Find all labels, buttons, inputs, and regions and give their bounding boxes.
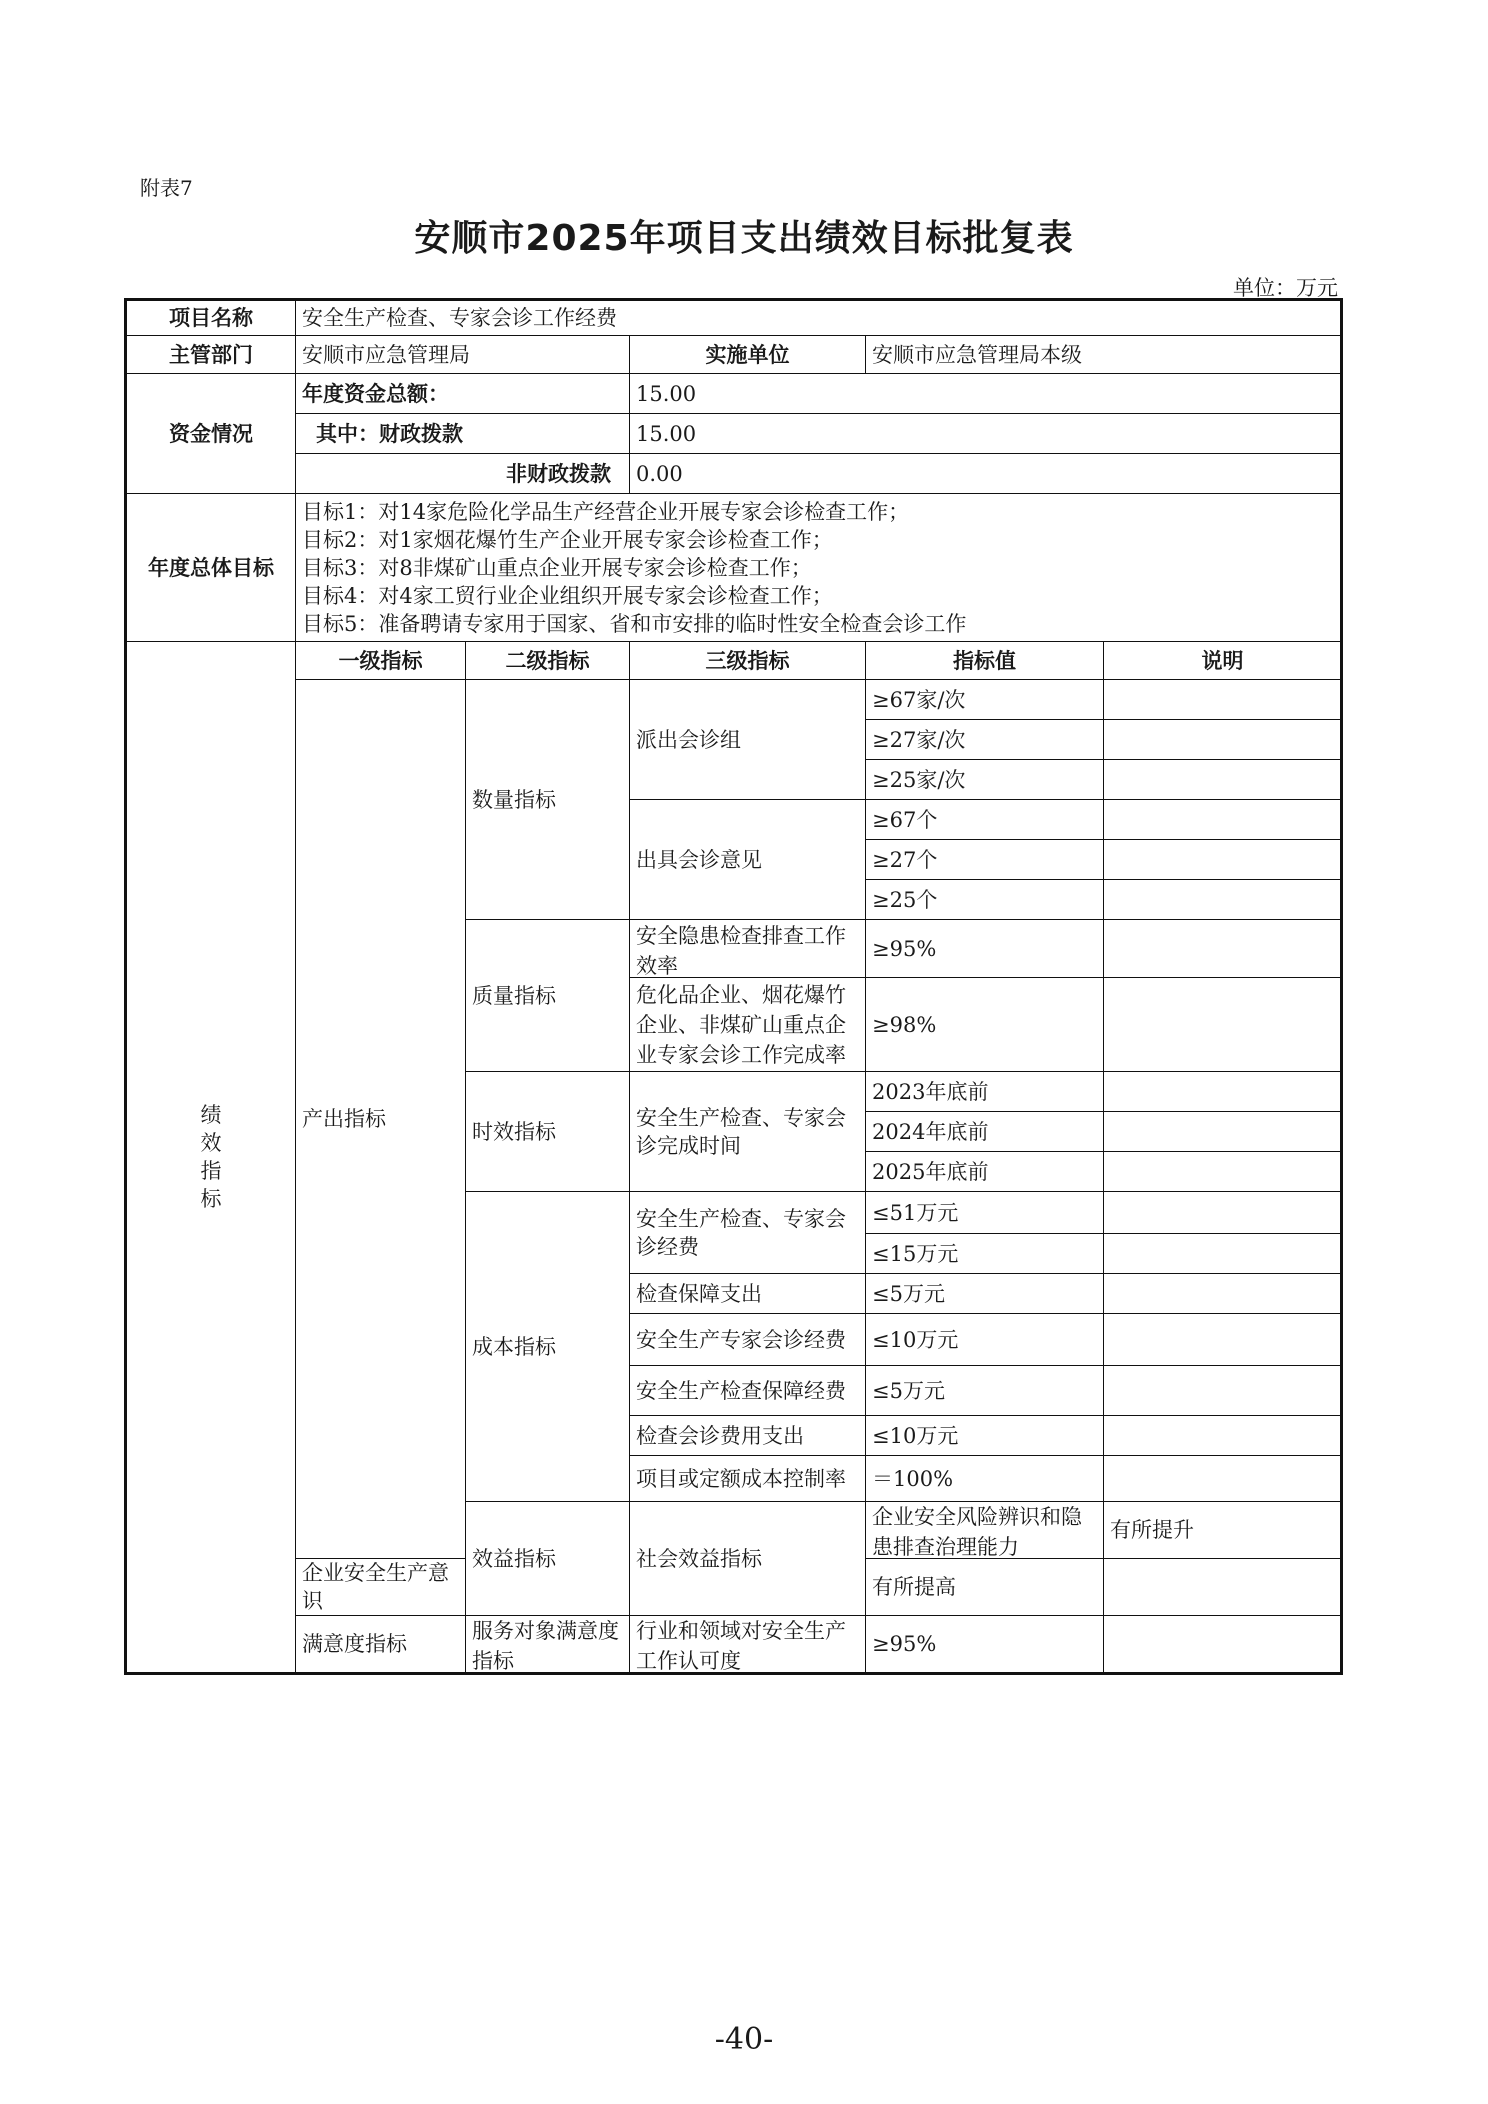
note-cell [1104, 1314, 1342, 1366]
level3-hazard-rate: 安全隐患检查排查工作效率 [636, 923, 846, 977]
value-cell: ≤51万元 [866, 1192, 1104, 1234]
funds-total-label: 年度资金总额： [296, 374, 630, 414]
note-cell [1104, 680, 1342, 720]
level1-satisfaction: 满意度指标 [296, 1616, 466, 1674]
level2-social: 社会效益指标 [630, 1502, 866, 1616]
value-cell: ＝100% [866, 1456, 1104, 1502]
note-cell [1104, 1456, 1342, 1502]
note-cell [1104, 1274, 1342, 1314]
level3-time: 安全生产检查、专家会诊完成时间 [630, 1072, 866, 1192]
value-cell: ≥27家/次 [866, 720, 1104, 760]
value-cell: 2023年底前 [866, 1072, 1104, 1112]
value-cell: 有所提高 [866, 1559, 1104, 1616]
annual-goals-list [296, 494, 1342, 642]
page-number: -40- [714, 2022, 774, 2057]
header-value: 指标值 [866, 642, 1104, 680]
value-cell: 有所提升 [1104, 1502, 1342, 1559]
level3-awareness: 企业安全生产意识 [296, 1559, 466, 1616]
performance-table [124, 298, 1343, 1675]
level2-quantity: 数量指标 [466, 680, 630, 920]
appendix-label: 附表7 [140, 176, 193, 200]
impl-unit-value: 安顺市应急管理局本级 [866, 336, 1342, 374]
level3-opinion: 出具会诊意见 [630, 800, 866, 920]
value-cell: 2024年底前 [866, 1112, 1104, 1152]
note-cell [1104, 1072, 1342, 1112]
funds-fiscal-label: 其中：财政拨款 [296, 414, 630, 454]
level3-expert-fee: 安全生产专家会诊经费 [636, 1327, 846, 1352]
header-level1: 一级指标 [296, 642, 466, 680]
level3-guarantee: 检查保障支出 [630, 1274, 866, 1314]
value-cell: ≥95% [866, 920, 1104, 978]
level3-cost-control: 项目或定额成本控制率 [636, 1466, 846, 1491]
funds-label: 资金情况 [126, 374, 296, 494]
value-cell: ≥95% [866, 1616, 1104, 1674]
level3-cost-fee: 安全生产检查、专家会诊经费 [630, 1192, 866, 1274]
header-note: 说明 [1104, 642, 1342, 680]
level1-output: 产出指标 [296, 680, 466, 1559]
goal-item: 目标1：对14家危险化学品生产经营企业开展专家会诊检查工作； [302, 499, 910, 524]
annual-goals-label: 年度总体目标 [126, 494, 296, 642]
value-cell: ≤5万元 [866, 1366, 1104, 1416]
project-name-value: 安全生产检查、专家会诊工作经费 [296, 300, 1342, 336]
note-cell [1104, 1616, 1342, 1674]
level2-quality: 质量指标 [466, 920, 630, 1072]
note-cell [1104, 1152, 1342, 1192]
value-cell: ≥67个 [866, 800, 1104, 840]
note-cell [1104, 1112, 1342, 1152]
level1-benefit: 效益指标 [466, 1502, 630, 1616]
value-cell: ≤10万元 [866, 1314, 1104, 1366]
value-cell: ≥25个 [866, 880, 1104, 920]
level3-dispatch: 派出会诊组 [630, 680, 866, 800]
level2-cost: 成本指标 [466, 1192, 630, 1502]
value-cell: ≤5万元 [866, 1274, 1104, 1314]
level3-risk: 企业安全风险辨识和隐患排查治理能力 [872, 1505, 1082, 1558]
goal-item: 目标4：对4家工贸行业企业组织开展专家会诊检查工作； [302, 583, 833, 608]
value-cell: ≤15万元 [866, 1234, 1104, 1274]
funds-fiscal-value: 15.00 [630, 414, 1342, 454]
header-level2: 二级指标 [466, 642, 630, 680]
note-cell [1104, 1559, 1342, 1616]
funds-nonfiscal-value: 0.00 [630, 454, 1342, 494]
impl-unit-label: 实施单位 [630, 336, 866, 374]
note-cell [1104, 1416, 1342, 1456]
performance-label-text: 绩效指标 [200, 1103, 222, 1211]
level3-completion-rate: 危化品企业、烟花爆竹企业、非煤矿山重点企业专家会诊工作完成率 [636, 982, 846, 1067]
header-level3: 三级指标 [630, 642, 866, 680]
note-cell [1104, 1192, 1342, 1234]
value-cell: ≥98% [866, 978, 1104, 1072]
funds-total-value: 15.00 [630, 374, 1342, 414]
unit-label: 单位：万元 [1233, 276, 1338, 300]
dept-value: 安顺市应急管理局 [296, 336, 630, 374]
level2-service: 服务对象满意度指标 [472, 1619, 619, 1672]
value-cell: ≥27个 [866, 840, 1104, 880]
note-cell [1104, 760, 1342, 800]
note-cell [1104, 1234, 1342, 1274]
value-cell: ≤10万元 [866, 1416, 1104, 1456]
project-name-label: 项目名称 [126, 300, 296, 336]
note-cell [1104, 840, 1342, 880]
level3-check-fee: 安全生产检查保障经费 [636, 1378, 846, 1403]
note-cell [1104, 800, 1342, 840]
page-title: 安顺市2025年项目支出绩效目标批复表 [414, 218, 1074, 259]
value-cell: 2025年底前 [866, 1152, 1104, 1192]
value-cell: ≥25家/次 [866, 760, 1104, 800]
funds-nonfiscal-label: 非财政拨款 [296, 454, 630, 494]
note-cell [1104, 978, 1342, 1072]
goal-item: 目标5：准备聘请专家用于国家、省和市安排的临时性安全检查会诊工作 [302, 611, 967, 636]
level3-recognition: 行业和领域对安全生产工作认可度 [636, 1619, 846, 1672]
goal-item: 目标3：对8非煤矿山重点企业开展专家会诊检查工作； [302, 555, 812, 580]
level3-consult-spend: 检查会诊费用支出 [630, 1416, 866, 1456]
performance-indicators-label [126, 642, 296, 1674]
note-cell [1104, 920, 1342, 978]
value-cell: ≥67家/次 [866, 680, 1104, 720]
note-cell [1104, 1366, 1342, 1416]
dept-label: 主管部门 [126, 336, 296, 374]
note-cell [1104, 720, 1342, 760]
level2-timeliness: 时效指标 [466, 1072, 630, 1192]
note-cell [1104, 880, 1342, 920]
goal-item: 目标2：对1家烟花爆竹生产企业开展专家会诊检查工作； [302, 527, 833, 552]
